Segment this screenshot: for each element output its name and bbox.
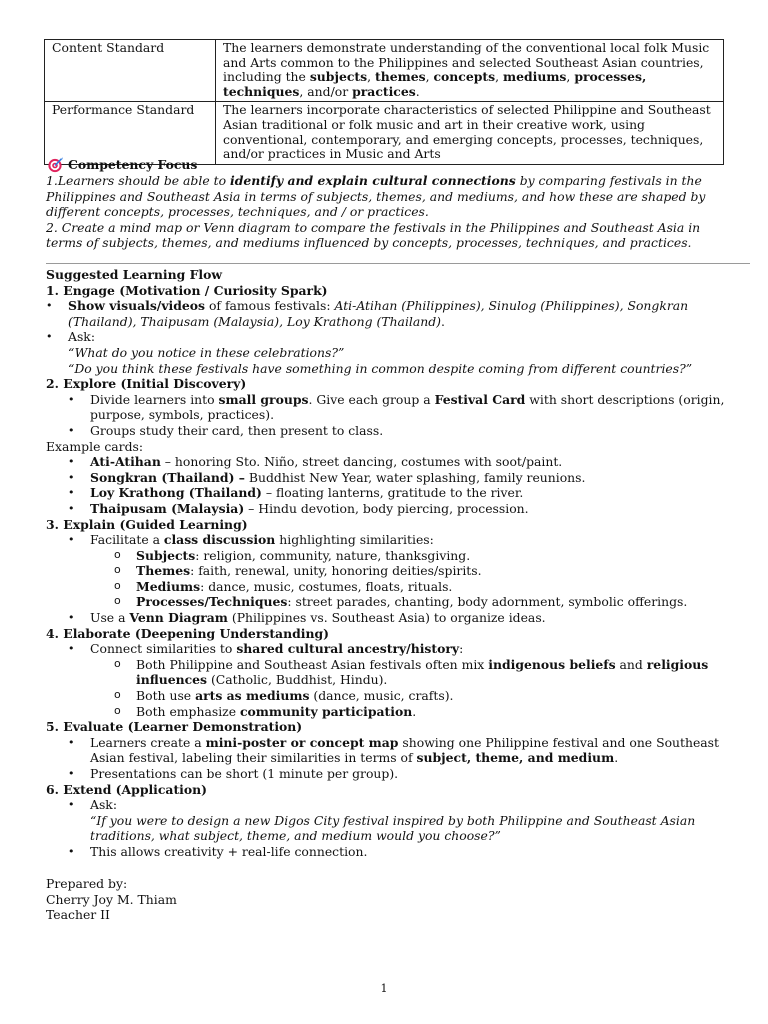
list-item: • Groups study their card, then present to class. [46, 423, 736, 439]
similarities-list [46, 548, 736, 610]
list-item: • Ask: “What do you notice in these celebrations?” “Do you think these festivals have something in common despite coming from different countries?” [46, 329, 736, 376]
list-item: o Both use arts as mediums (dance, music, crafts). [46, 688, 736, 704]
step-3-list [46, 532, 736, 548]
list-item: • Show visuals/videos of famous festivals: Ati-Atihan (Philippines), Sinulog (Philippines), Songkran (Thailand), Thaipusam (Malaysia), Loy Krathong (Thailand). [46, 298, 736, 329]
competency-title: Competency Focus [68, 157, 198, 173]
list-item: o Themes: faith, renewal, unity, honoring deities/spirits. [46, 563, 736, 579]
list-item: • Presentations can be short (1 minute per group). [46, 766, 736, 782]
list-item: o Both emphasize community participation. [46, 704, 736, 720]
question-1: “What do you notice in these celebrations?” [68, 344, 345, 360]
step-5-list [46, 735, 736, 782]
list-item: • Use a Venn Diagram (Philippines vs. Southeast Asia) to organize ideas. [46, 610, 736, 626]
list-item: • Ask: “If you were to design a new Digos City festival inspired by both Philippine and Southeast Asian traditions, what subject, theme, and medium would you choose?” [46, 797, 736, 844]
festival-card-item: • Thaipusam (Malaysia) – Hindu devotion, body piercing, procession. [46, 501, 736, 517]
standards-table [44, 39, 724, 165]
list-item: • Learners create a mini-poster or concept map showing one Philippine festival and one Southeast Asian festival, labeling their similarities in terms of subject, theme, and medium. [46, 735, 736, 766]
example-cards-list [46, 454, 736, 516]
question-2: “Do you think these festivals have something in common despite coming from different countries?” [68, 360, 693, 376]
preparer-name: Cherry Joy M. Thiam [46, 891, 177, 907]
step-6-list [46, 797, 736, 859]
competency-focus-section [46, 157, 736, 251]
step-1-heading: 1. Engage (Motivation / Curiosity Spark) [46, 282, 328, 298]
step-3-list-2 [46, 610, 736, 626]
example-cards-label: Example cards: [46, 438, 144, 454]
table-row [45, 40, 724, 102]
extend-question: “If you were to design a new Digos City festival inspired by both Philippine and Southeast Asian traditions, what subject, theme, and medium would you choose?” [90, 812, 696, 844]
step-3-heading: 3. Explain (Guided Learning) [46, 516, 248, 532]
prepared-label: Prepared by: [46, 876, 128, 891]
competency-heading [46, 157, 736, 173]
festival-card-item: • Loy Krathong (Thailand) – floating lanterns, gratitude to the river. [46, 485, 736, 501]
list-item: o Mediums: dance, music, costumes, floats, rituals. [46, 579, 736, 595]
objective-1: 1.Learners should be able to identify and explain cultural connections by comparing festivals in the Philippines and Southeast Asia in terms of subjects, themes, and mediums, and how these are shaped by different concepts, processes, techniques, and / or practices. [46, 173, 706, 220]
festival-card-item: • Songkran (Thailand) – Buddhist New Year, water splashing, family reunions. [46, 470, 736, 486]
step-2-heading: 2. Explore (Initial Discovery) [46, 376, 247, 392]
performance-standard-text: The learners incorporate characteristics of selected Philippine and Southeast Asian traditional or folk music and art in their creative work, using conventional, contemporary, and emerging concepts, processes, techniques, and/or practices in Music and Arts [216, 102, 724, 164]
step-4-heading: 4. Elaborate (Deepening Understanding) [46, 625, 329, 641]
list-item: • Divide learners into small groups. Give each group a Festival Card with short descriptions (origin, purpose, symbols, practices). [46, 392, 736, 423]
objective-2: 2. Create a mind map or Venn diagram to compare the festivals in the Philippines and Southeast Asia in terms of subjects, themes, and mediums influenced by concepts, processes, techniques, and practices. [46, 219, 701, 251]
list-item: • Facilitate a class discussion highlighting similarities: [46, 532, 736, 548]
target-icon [47, 157, 63, 173]
preparer-role: Teacher II [46, 907, 110, 923]
step-1-list [46, 298, 736, 376]
content-standard-text: The learners demonstrate understanding of the conventional local folk Music and Arts common to the Philippines and selected Southeast Asian countries, including the subjects, themes, concepts, mediums, processes, techniques, and/or practices. [216, 40, 724, 102]
step-4-list [46, 641, 736, 657]
performance-standard-label: Performance Standard [45, 102, 216, 164]
step-5-heading: 5. Evaluate (Learner Demonstration) [46, 719, 303, 735]
step-6-heading: 6. Extend (Application) [46, 781, 208, 797]
list-item: • Connect similarities to shared cultural ancestry/history: [46, 641, 736, 657]
connections-list [46, 657, 736, 719]
festival-card-item: • Ati-Atihan – honoring Sto. Niño, street dancing, costumes with soot/paint. [46, 454, 736, 470]
list-item: o Processes/Techniques: street parades, chanting, body adornment, symbolic offerings. [46, 594, 736, 610]
list-item: o Subjects: religion, community, nature, thanksgiving. [46, 548, 736, 564]
step-2-list [46, 392, 736, 439]
content-standard-label: Content Standard [45, 40, 216, 102]
learning-flow-title: Suggested Learning Flow [46, 267, 223, 282]
prepared-by-block [46, 876, 177, 923]
learning-flow-section [46, 267, 736, 860]
table-row [45, 102, 724, 164]
list-item: • This allows creativity + real-life connection. [46, 844, 736, 860]
list-item: o Both Philippine and Southeast Asian festivals often mix indigenous beliefs and religious influences (Catholic, Buddhist, Hindu). [46, 657, 736, 688]
page-number: 1 [380, 982, 388, 995]
section-divider [46, 263, 750, 264]
